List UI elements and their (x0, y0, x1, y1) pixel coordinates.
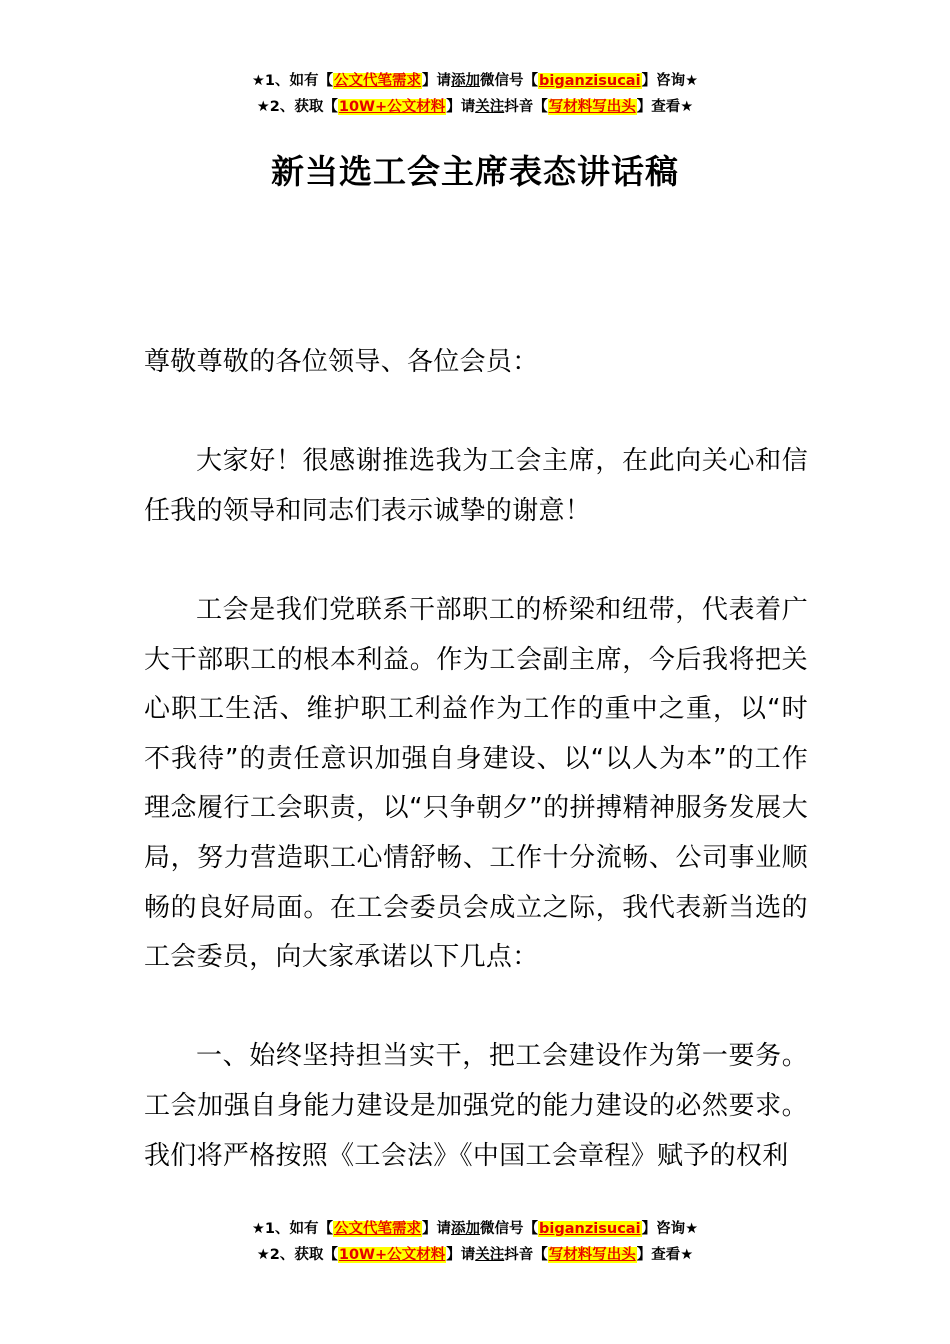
promo-text: 抖音【 (504, 1247, 548, 1263)
paragraph: 一、始终坚持担当实干，把工会建设作为第一要务。工会加强自身能力建设是加强党的能力建设的必然要求。我们将严格按照《工会法》《中国工会章程》赋予的权利 (144, 1041, 808, 1171)
promo-text: 微信号【 (480, 1221, 539, 1237)
promo-text: 】请 (422, 1221, 452, 1237)
promo-line-1 (0, 68, 950, 94)
promo-highlight: 10W+公文材料 (338, 1247, 446, 1263)
promo-text: 】请 (446, 1247, 476, 1263)
promo-text: 】咨询★ (641, 1221, 699, 1237)
paragraph: 大家好！很感谢推选我为工会主席，在此向关心和信任我的领导和同志们表示诚挚的谢意！ (144, 446, 808, 526)
paragraph: 工会是我们党联系干部职工的桥梁和纽带，代表着广大干部职工的根本利益。作为工会副主席，今后我将把关心职工生活、维护职工利益作为工作的重中之重，以“时不我待”的责任意识加强自身建设、以“以人为本”的工作理念履行工会职责，以“只争朝夕”的拼搏精神服务发展大局，努力营造职工心情舒畅、工作十分流畅、公司事业顺畅的良好局面。在工会委员会成立之际，我代表新当选的工会委员，向大家承诺以下几点： (144, 594, 808, 973)
promo-text: ★2、获取【 (256, 1247, 338, 1263)
promo-line-2 (0, 1242, 950, 1268)
promo-highlight: 写材料写出头 (548, 99, 636, 115)
promo-emphasis: 添加 (451, 1221, 481, 1237)
promo-text: 】查看★ (636, 99, 694, 115)
salutation: 尊敬尊敬的各位领导、各位会员： (144, 347, 539, 377)
promo-emphasis: 添加 (451, 73, 481, 89)
promo-highlight: biganzisucai (539, 73, 641, 89)
promo-text: 】咨询★ (641, 73, 699, 89)
document-body (144, 338, 808, 1231)
promo-emphasis: 关注 (475, 1247, 505, 1263)
promo-highlight: 10W+公文材料 (338, 99, 446, 115)
promo-text: ★2、获取【 (256, 99, 338, 115)
promo-text: ★1、如有【 (251, 73, 334, 89)
promo-line-1 (0, 1216, 950, 1242)
document-title: 新当选工会主席表态讲话稿 (271, 152, 679, 191)
promo-line-2 (0, 94, 950, 120)
promo-highlight: 写材料写出头 (548, 1247, 636, 1263)
promo-highlight: biganzisucai (539, 1221, 641, 1237)
promo-highlight: 公文代笔需求 (334, 73, 422, 89)
promo-text: 】请 (446, 99, 476, 115)
promo-text: ★1、如有【 (251, 1221, 334, 1237)
promo-text: 微信号【 (480, 73, 539, 89)
promo-text: 抖音【 (504, 99, 548, 115)
promo-banner-bottom (0, 1216, 950, 1268)
promo-highlight: 公文代笔需求 (334, 1221, 422, 1237)
promo-text: 】请 (422, 73, 452, 89)
promo-emphasis: 关注 (475, 99, 505, 115)
promo-banner-top (0, 68, 950, 120)
promo-text: 】查看★ (636, 1247, 694, 1263)
